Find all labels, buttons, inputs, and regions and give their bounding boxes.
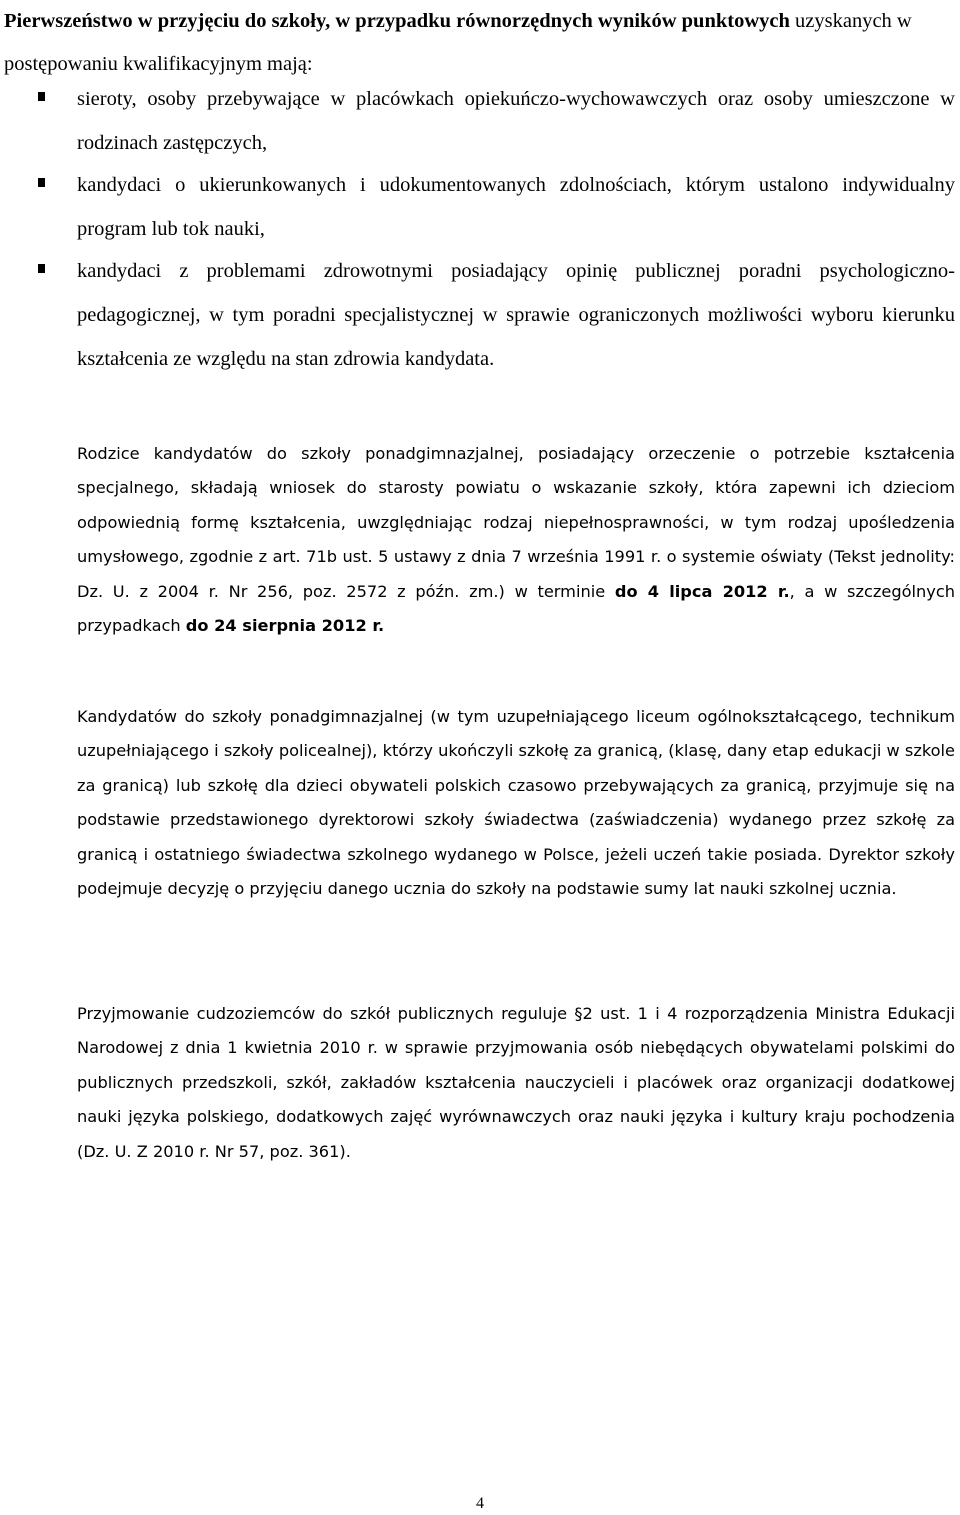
intro-normal-text: uzyskanych w postępowaniu kwalifikacyjnym mają: [4, 10, 912, 75]
page-number: 4 [476, 1495, 484, 1512]
paragraph-special-education [77, 437, 955, 643]
list-item-text: kandydaci o ukierunkowanych i udokumentowanych zdolnościach, którym ustalono indywidualny program lub tok nauki, [77, 174, 955, 240]
paragraph-foreigners-admission: Przyjmowanie cudzoziemców do szkół publicznych reguluje §2 ust. 1 i 4 rozporządzenia Ministra Edukacji Narodowej z dnia 1 kwietnia 2010 r. w sprawie przyjmowania osób niebędących obywatelami polskimi do publicznych przedszkoli, szkół, zakładów kształcenia nauczycieli i placówek oraz organizacji dodatkowej nauki języka polskiego, dodatkowych zajęć wyrównawczych oraz nauki języka i kultury kraju pochodzenia (Dz. U. Z 2010 r. Nr 57, poz. 361). [77, 1004, 955, 1161]
square-bullet-icon [38, 264, 45, 273]
paragraph-text: Rodzice kandydatów do szkoły ponadgimnazjalnej, posiadający orzeczenie o potrzebie kształcenia specjalnego, składają wniosek do starosty powiatu o wskazanie szkoły, która zapewni ich dzieciom odpowiednią formę kształcenia, uwzględniając rodzaj niepełnosprawności, w tym rodzaj upośledzenia umysłowego, zgodnie z art. 71b ust. 5 ustawy z dnia 7 września 1991 r. o systemie oświaty (Tekst jednolity: Dz. U. z 2004 r. Nr 256, poz. 2572 z późn. zm.) w terminie [77, 444, 955, 601]
list-item-text: kandydaci z problemami zdrowotnymi posiadający opinię publicznej poradni psychologiczno-pedagogicznej, w tym poradni specjalistycznej w sprawie ograniczonych możliwości wyboru kierunku kształcenia ze względu na stan zdrowia kandydata. [77, 260, 955, 370]
list-item-text: sieroty, osoby przebywające w placówkach opiekuńczo-wychowawczych oraz osoby umieszczone w rodzinach zastępczych, [77, 88, 955, 154]
paragraph-text: , a w szczególnych przypadkach [77, 581, 956, 636]
deadline-date: do 4 lipca 2012 r. [614, 581, 790, 601]
square-bullet-icon [38, 178, 45, 187]
intro-heading [4, 0, 954, 86]
deadline-date-special: do 24 sierpnia 2012 r. [185, 616, 385, 636]
square-bullet-icon [38, 92, 45, 101]
intro-bold-text: Pierwszeństwo w przyjęciu do szkoły, w przypadku równorzędnych wyników punktowych [4, 10, 790, 32]
paragraph-foreign-education: Kandydatów do szkoły ponadgimnazjalnej (w tym uzupełniającego liceum ogólnokształcącego, technikum uzupełniającego i szkoły policealnej), którzy ukończyli szkołę za granicą, (klasę, dany etap edukacji w szkole za granicą) lub szkołę dla dzieci obywateli polskich czasowo przebywających za granicą, przyjmuje się na podstawie przedstawionego dyrektorowi szkoły świadectwa (zaświadczenia) wydanego przez szkołę za granicą i ostatniego świadectwa szkolnego wydanego w Polsce, jeżeli uczeń takie posiada. Dyrektor szkoły podejmuje decyzję o przyjęciu danego ucznia do szkoły na podstawie sumy lat nauki szkolnej ucznia. [77, 707, 955, 899]
